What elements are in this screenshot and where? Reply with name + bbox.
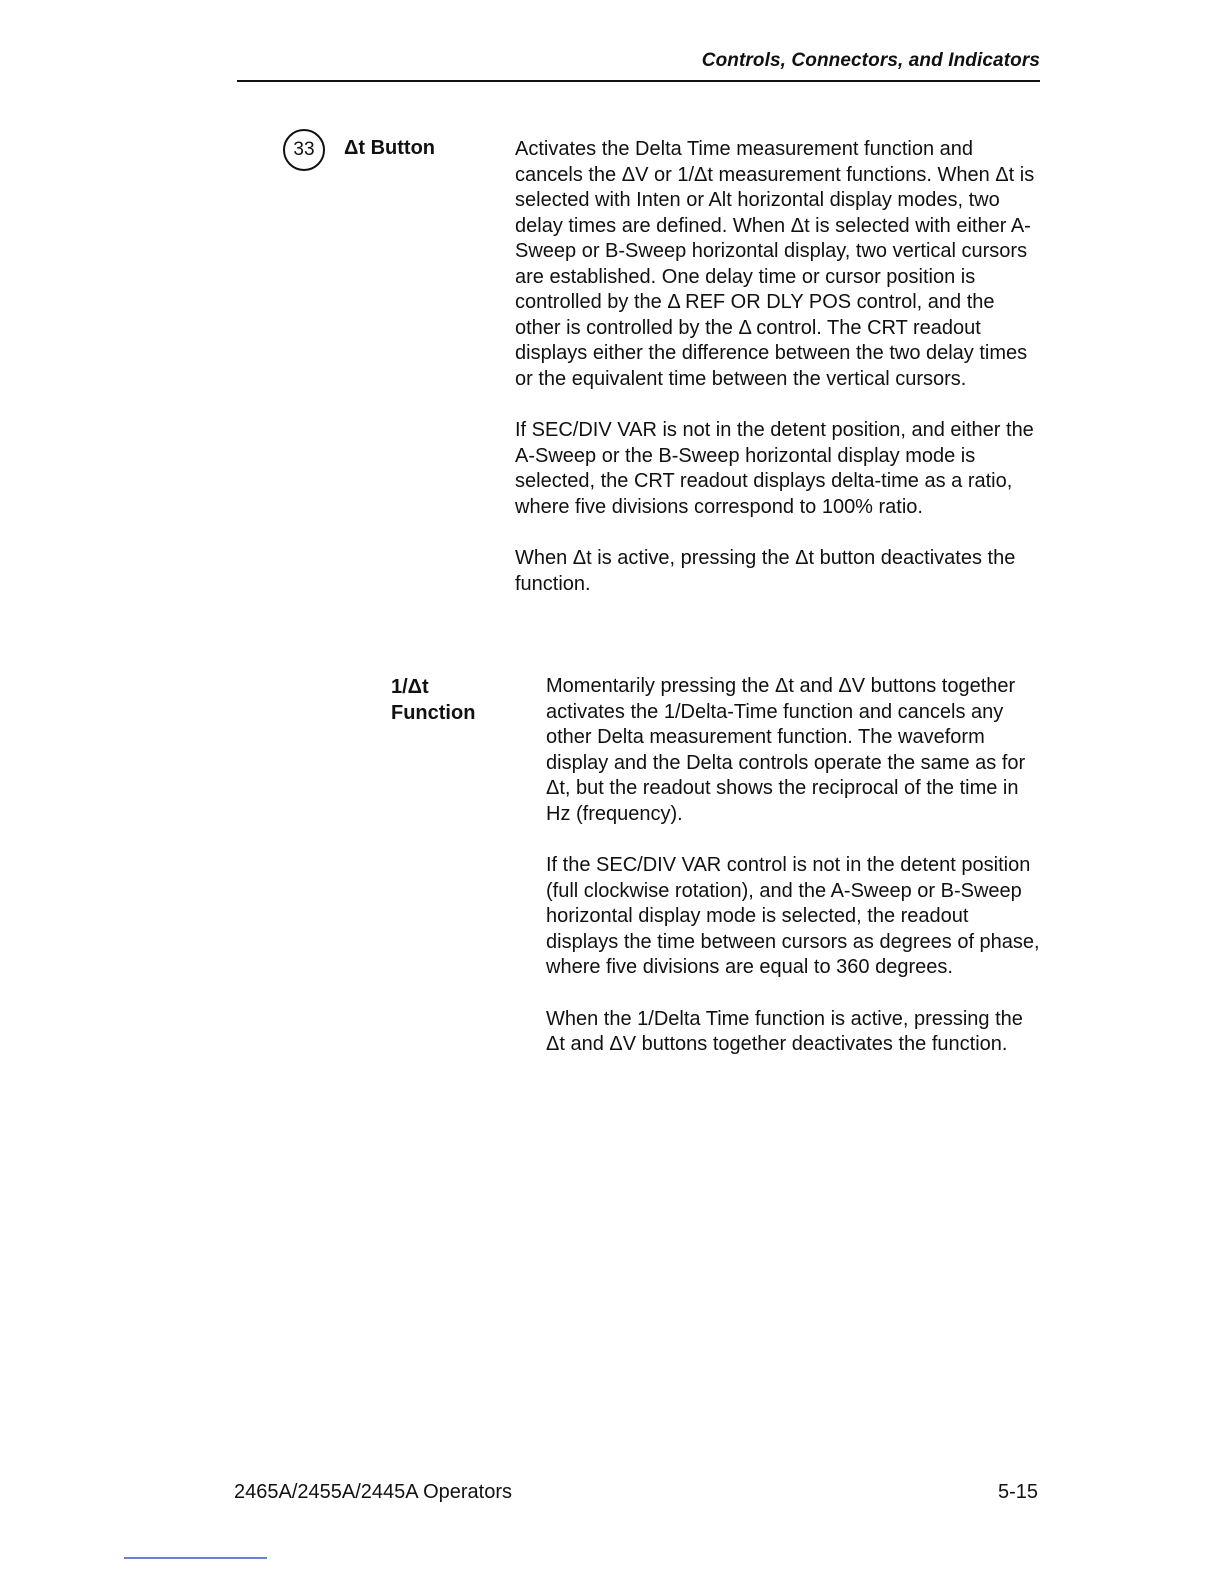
footer-manual-title: 2465A/2455A/2445A Operators [234,1481,512,1503]
footer-page-number: 5-15 [997,1481,1038,1503]
subitem-description [546,674,1041,1084]
corner-line [124,1557,267,1559]
subitem-label-line2: Function [391,702,476,724]
page-header-title: Controls, Connectors, and Indicators [701,50,1040,71]
item-description [515,137,1045,623]
header-rule [237,80,1040,82]
paragraph: Momentarily pressing the Δt and ΔV buttons together activates the 1/Delta-Time function and cancels any other Delta measurement function. The waveform display and the Delta controls operate the same as for Δt, but the readout shows the reciprocal of the time in Hz (frequency). [546,675,1026,825]
paragraph: When Δt is active, pressing the Δt button deactivates the function. [515,547,1016,595]
paragraph: Activates the Delta Time measurement function and cancels the ΔV or 1/Δt measurement functions. When Δt is selected with Inten or Alt horizontal display modes, two delay times are defined. When Δt is selected with either A-Sweep or B-Sweep horizontal display, two vertical cursors are established. One delay time or cursor position is controlled by the Δ REF OR DLY POS control, and the other is controlled by the Δ control. The CRT readout displays either the difference between the two delay times or the equivalent time between the vertical cursors. [515,138,1035,390]
subitem-label-line1: 1/Δt [391,676,429,698]
paragraph: When the 1/Delta Time function is active, pressing the Δt and ΔV buttons together deactivates the function. [546,1007,1023,1055]
item-number-circle: 33 [283,129,325,171]
paragraph: If SEC/DIV VAR is not in the detent position, and either the A-Sweep or the B-Sweep horizontal display mode is selected, the CRT readout displays delta-time as a ratio, where five divisions correspond to 100% ratio. [515,419,1034,518]
paragraph: If the SEC/DIV VAR control is not in the detent position (full clockwise rotation), and the A-Sweep or B-Sweep horizontal display mode is selected, the readout displays the time between cursors as degrees of phase, where five divisions are equal to 360 degrees. [546,854,1040,978]
item-label: Δt Button [344,137,436,159]
subitem-label [391,674,475,726]
